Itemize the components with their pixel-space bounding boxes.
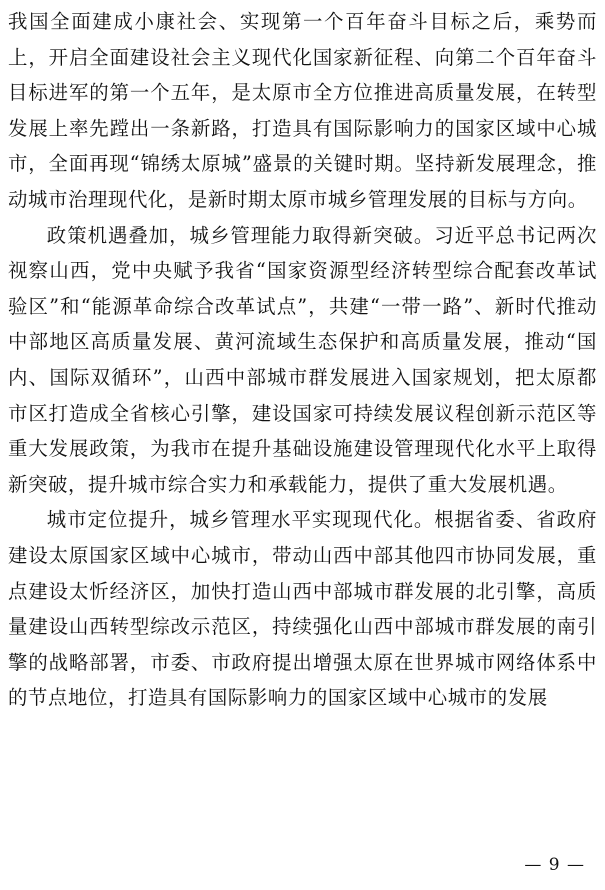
paragraph-3: 城市定位提升，城乡管理水平实现现代化。根据省委、省政府建设太原国家区域中心城市，带动山西中部其他四市协同发展，重点建设太忻经济区，加快打造山西中部城市群发展的北引擎，高质量建设山西转型综改示范区，持续强化山西中部城市群发展的南引擎的战略部署，市委、市政府提出增强太原在世界城市网络体系中的节点地位，打造具有国际影响力的国家区域中心城市的发展 <box>8 508 597 710</box>
page-number: — 9 — <box>524 855 585 875</box>
document-page <box>8 4 597 716</box>
paragraph-2: 政策机遇叠加，城乡管理能力取得新突破。习近平总书记两次视察山西，党中央赋予我省“国家资源型经济转型综合配套改革试验区”和“能源革命综合改革试点”，共建“一带一路”、新时代推动中部地区高质量发展、黄河流域生态保护和高质量发展，推动“国内、国际双循环”，山西中部城市群发展进入国家规划，把太原都市区打造成全省核心引擎，建设国家可持续发展议程创新示范区等重大发展政策，为我市在提升基础设施建设管理现代化水平上取得新突破，提升城市综合实力和承载能力，提供了重大发展机遇。 <box>8 223 597 496</box>
paragraph-1: 我国全面建成小康社会、实现第一个百年奋斗目标之后，乘势而上，开启全面建设社会主义现代化国家新征程、向第二个百年奋斗目标进军的第一个五年，是太原市全方位推进高质量发展，在转型发展上率先蹚出一条新路，打造具有国际影响力的国家区域中心城市，全面再现“锦绣太原城”盛景的关键时期。坚持新发展理念，推动城市治理现代化，是新时期太原市城乡管理发展的目标与方向。 <box>8 10 597 211</box>
